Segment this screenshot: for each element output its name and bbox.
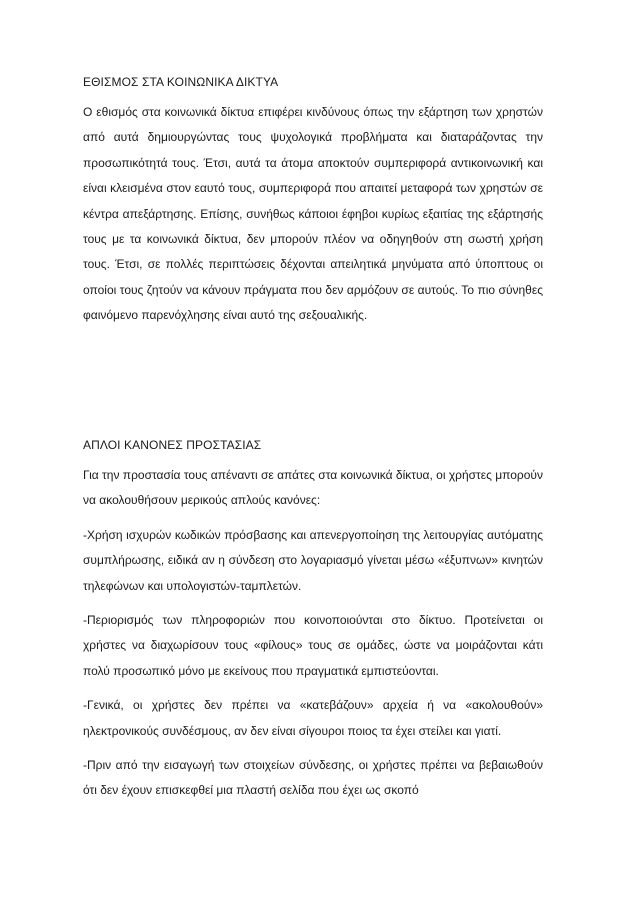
paragraph-intro: Για την προστασία τους απέναντι σε απάτες στα κοινωνικά δίκτυα, οι χρήστες μπορούν να ακολουθήσουν μερικούς απλούς κανόνες: [83,468,543,508]
rule-passwords: -Χρήση ισχυρών κωδικών πρόσβασης και απενεργοποίηση της λειτουργίας αυτόματης συμπλήρωσης, ειδικά αν η σύνδεση στο λογαριασμό γίνεται μέσω «έξυπνων» κινητών τηλεφώνων και υπολογιστών-ταμπλετών. [83,527,543,593]
section-heading-protection-rules: ΑΠΛΟΙ ΚΑΝΟΝΕΣ ΠΡΟΣΤΑΣΙΑΣ [83,438,262,452]
rule-fake-pages: -Πριν από την εισαγωγή των στοιχείων σύνδεσης, οι χρήστες πρέπει να βεβαιωθούν ότι δεν έχουν επισκεφθεί μια πλαστή σελίδα που έχει ως σκοπό [83,758,543,798]
paragraph-addiction: Ο εθισμός στα κοινωνικά δίκτυα επιφέρει κινδύνους όπως την εξάρτηση των χρηστών από αυτά δημιουργώντας τους ψυχολογικά προβλήματα και διαταράζοντας την προσωπικότητά τους. Έτσι, αυτά τα άτομα αποκτούν συμπεριφορά αντικοινωνική και είναι κλεισμένα στον εαυτό τους, συμπεριφορά που απαιτεί μεταφορά των χρηστών σε κέντρα απεξάρτησης. Επίσης, συνήθως κάποιοι έφηβοι κυρίως εξαιτίας της εξάρτησής τους με τα κοινωνικά δίκτυα, δεν μπορούν πλέον να οδηγηθούν στη σωστή χρήση τους. Έτσι, σε πολλές περιπτώσεις δέχονται απειλητικά μηνύματα από ύποπτους οι οποίοι τους ζητούν να κάνουν πράγματα που δεν αρμόζουν σε αυτούς. Το πιο σύνηθες φαινόμενο παρενόχλησης είναι αυτό της σεξουαλικής. [83,105,543,323]
rule-downloads-links: -Γενικά, οι χρήστες δεν πρέπει να «κατεβάζουν» αρχεία ή να «ακολουθούν» ηλεκτρονικούς συνδέσμους, αν δεν είναι σίγουροι ποιος τα έχει στείλει και γιατί. [83,698,543,738]
rule-limit-information: -Περιορισμός των πληροφοριών που κοινοποιούνται στο δίκτυο. Προτείνεται οι χρήστες να διαχωρίσουν τους «φίλους» τους σε ομάδες, ώστε να μοιράζονται κάτι πολύ προσωπικό μόνο με εκείνους που πραγματικά εμπιστεύονται. [83,613,543,678]
section-heading-addiction: ΕΘΙΣΜΟΣ ΣΤΑ ΚΟΙΝΩΝΙΚΑ ΔΙΚΤΥΑ [83,75,279,89]
section-protection-rules [83,437,543,804]
section-addiction [83,74,543,329]
